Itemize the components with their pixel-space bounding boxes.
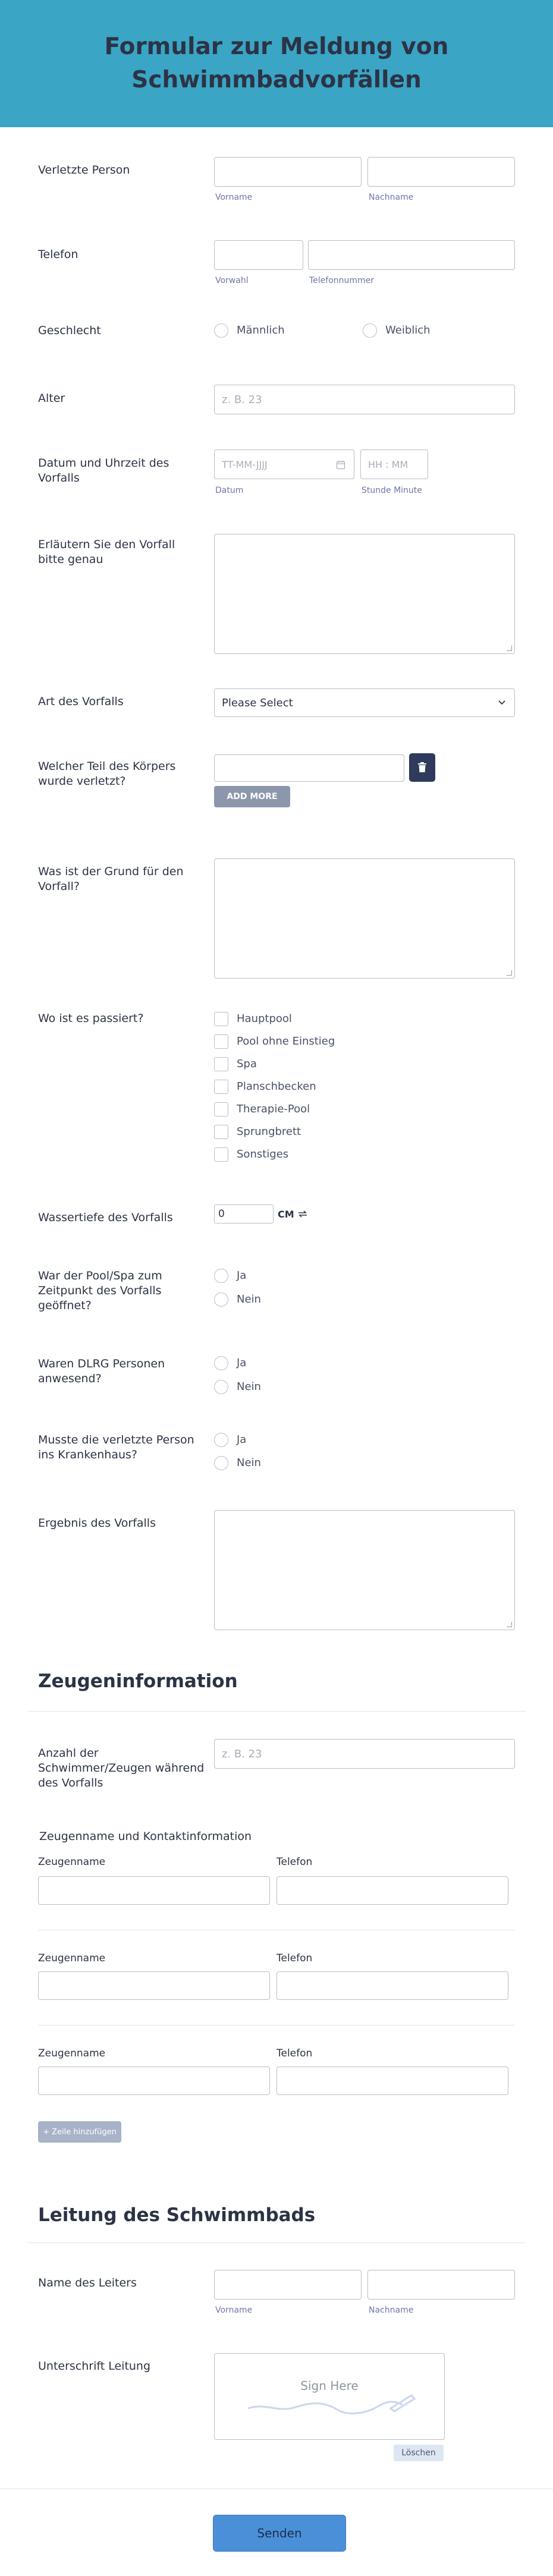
area-code-sublabel: Vorwahl xyxy=(215,276,249,285)
manager-first-sublabel: Vorname xyxy=(215,2305,253,2315)
reason-label: Was ist der Grund für den Vorfall? xyxy=(38,865,184,893)
depth-unit: CM xyxy=(278,1209,294,1220)
witness-phone-header: Telefon xyxy=(276,1952,313,1964)
manager-last-name-input[interactable] xyxy=(367,2270,515,2300)
location-checkbox[interactable] xyxy=(214,1147,228,1162)
clear-signature-button[interactable]: Löschen xyxy=(394,2445,444,2461)
submit-button[interactable]: Senden xyxy=(213,2515,346,2552)
result-textarea[interactable] xyxy=(214,1510,515,1630)
phone-number-sublabel: Telefonnummer xyxy=(309,276,375,285)
manager-first-name-input[interactable] xyxy=(214,2270,362,2300)
witness-phone-header: Telefon xyxy=(276,2047,313,2059)
dlrg-label: Waren DLRG Personen anwesend? xyxy=(38,1357,165,1385)
incident-type-label: Art des Vorfalls xyxy=(38,695,124,708)
location-option-label: Planschbecken xyxy=(237,1080,316,1093)
form-header xyxy=(0,0,553,127)
date-input[interactable] xyxy=(214,449,354,479)
manager-last-sublabel: Nachname xyxy=(369,2305,414,2315)
incident-type-select[interactable] xyxy=(214,688,515,717)
location-checkbox[interactable] xyxy=(214,1034,228,1049)
hospital-no-label: Nein xyxy=(237,1457,261,1469)
gender-male-radio[interactable] xyxy=(214,323,228,338)
dlrg-yes-label: Ja xyxy=(237,1357,247,1369)
explain-textarea[interactable] xyxy=(214,534,515,654)
witness-count-input[interactable]: z. B. 23 xyxy=(214,1739,515,1769)
location-option-label: Sprungbrett xyxy=(237,1125,301,1138)
witness-phone-input[interactable] xyxy=(276,1971,508,2000)
signature-pad[interactable] xyxy=(214,2353,445,2440)
dlrg-no-radio[interactable] xyxy=(214,1380,228,1394)
signature-scribble-icon xyxy=(242,2391,420,2420)
hospital-label: Musste die verletzte Person ins Krankenhaus? xyxy=(38,1433,194,1461)
divider xyxy=(27,1711,526,1712)
witness-name-input[interactable] xyxy=(38,1876,270,1905)
pool-open-yes-radio[interactable] xyxy=(214,1269,228,1283)
first-name-sublabel: Vorname xyxy=(215,193,253,202)
pool-open-yes-label: Ja xyxy=(237,1269,247,1282)
date-sublabel: Datum xyxy=(215,486,244,495)
last-name-input[interactable] xyxy=(367,157,515,187)
depth-label: Wassertiefe des Vorfalls xyxy=(38,1211,173,1224)
divider xyxy=(27,2242,526,2243)
location-checkbox[interactable] xyxy=(214,1057,228,1071)
trash-icon xyxy=(417,762,428,773)
date-placeholder: TT-MM-JJJJ xyxy=(222,458,268,470)
form-title: Formular zur Meldung von Schwimmbadvorfällen xyxy=(104,33,449,93)
time-sublabel: Stunde Minute xyxy=(362,486,422,495)
location-option-label: Sonstiges xyxy=(237,1148,289,1160)
witness-name-input[interactable] xyxy=(38,1971,270,2000)
witness-table-title: Zeugenname und Kontaktinformation xyxy=(39,1830,252,1843)
location-checkbox[interactable] xyxy=(214,1012,228,1026)
add-more-button[interactable]: ADD MORE xyxy=(214,786,290,807)
depth-input[interactable]: 0 xyxy=(214,1204,274,1223)
hospital-yes-label: Ja xyxy=(237,1433,247,1446)
datetime-label: Datum und Uhrzeit des Vorfalls xyxy=(38,457,169,485)
location-option-label: Hauptpool xyxy=(237,1012,292,1025)
phone-label: Telefon xyxy=(38,248,78,261)
hospital-yes-radio[interactable] xyxy=(214,1433,228,1447)
location-option-label: Spa xyxy=(237,1058,257,1070)
location-checkbox[interactable] xyxy=(214,1102,228,1116)
body-part-label: Welcher Teil des Körpers wurde verletzt? xyxy=(38,760,176,788)
gender-label: Geschlecht xyxy=(38,324,101,337)
pool-open-no-label: Nein xyxy=(237,1293,261,1306)
witness-name-header: Zeugenname xyxy=(38,1952,106,1964)
calendar-icon[interactable] xyxy=(336,460,345,470)
witness-phone-input[interactable] xyxy=(276,1876,508,1905)
incident-form xyxy=(0,127,553,2576)
first-name-input[interactable] xyxy=(214,157,362,187)
witness-section-title: Zeugeninformation xyxy=(38,1671,238,1692)
witness-name-header: Zeugenname xyxy=(38,1856,106,1868)
manager-name-label: Name des Leiters xyxy=(38,2276,137,2289)
witness-phone-header: Telefon xyxy=(276,1856,313,1868)
location-label: Wo ist es passiert? xyxy=(38,1012,144,1025)
witness-phone-input[interactable] xyxy=(276,2067,508,2095)
reason-textarea[interactable] xyxy=(214,858,515,979)
area-code-input[interactable] xyxy=(214,240,303,270)
gender-female-label: Weiblich xyxy=(385,324,431,336)
location-checkbox[interactable] xyxy=(214,1125,228,1139)
location-option-label: Therapie-Pool xyxy=(237,1103,310,1115)
add-row-button[interactable]: + Zeile hinzufügen xyxy=(38,2121,121,2143)
gender-female-radio[interactable] xyxy=(363,323,377,338)
pool-open-label: War der Pool/Spa zum Zeitpunkt des Vorfalls geöffnet? xyxy=(38,1269,162,1312)
body-part-input[interactable] xyxy=(214,754,404,782)
delete-body-part-button[interactable] xyxy=(409,753,435,782)
gender-male-label: Männlich xyxy=(237,324,285,336)
witness-count-label: Anzahl der Schwimmer/Zeugen während des Vorfalls xyxy=(38,1747,205,1789)
signature-label: Unterschrift Leitung xyxy=(38,2360,151,2373)
dlrg-yes-radio[interactable] xyxy=(214,1356,228,1370)
result-label: Ergebnis des Vorfalls xyxy=(38,1517,156,1530)
explain-label: Erläutern Sie den Vorfall bitte genau xyxy=(38,538,175,566)
dlrg-no-label: Nein xyxy=(237,1380,261,1393)
chevron-down-icon xyxy=(498,700,506,706)
incident-type-selected: Please Select xyxy=(222,696,293,709)
convert-unit-icon[interactable] xyxy=(297,1209,309,1219)
location-option-label: Pool ohne Einstieg xyxy=(237,1035,335,1048)
last-name-sublabel: Nachname xyxy=(369,193,414,202)
management-section-title: Leitung des Schwimmbads xyxy=(38,2204,316,2226)
age-label: Alter xyxy=(38,392,65,405)
pool-open-no-radio[interactable] xyxy=(214,1292,228,1307)
location-checkbox[interactable] xyxy=(214,1080,228,1094)
sign-here-text: Sign Here xyxy=(300,2379,359,2393)
age-input[interactable]: z. B. 23 xyxy=(214,385,515,414)
hospital-no-radio[interactable] xyxy=(214,1456,228,1470)
time-input[interactable]: HH : MM xyxy=(360,449,428,479)
witness-name-input[interactable] xyxy=(38,2067,270,2095)
injured-person-label: Verletzte Person xyxy=(38,163,130,177)
phone-number-input[interactable] xyxy=(308,240,515,270)
witness-name-header: Zeugenname xyxy=(38,2047,106,2059)
